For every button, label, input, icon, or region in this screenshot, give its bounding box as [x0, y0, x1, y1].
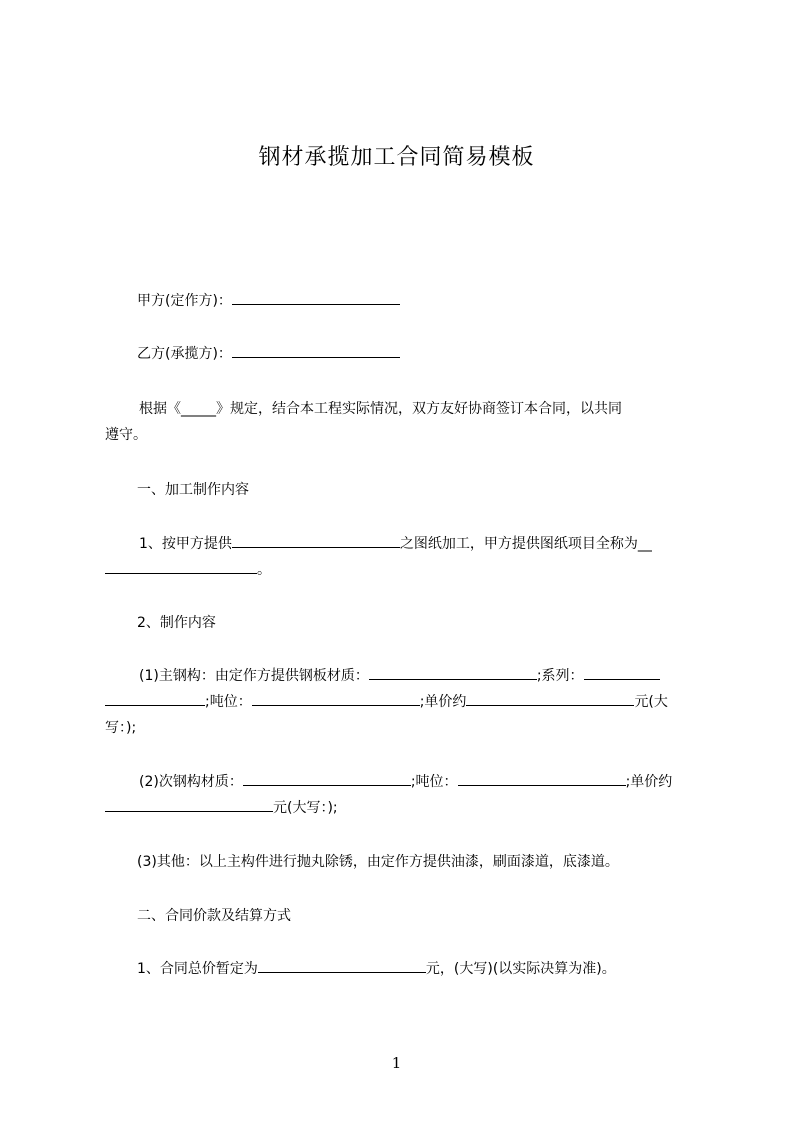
unit-price-label-2: ;单价约	[625, 774, 673, 790]
price-suffix: 元，(大写)(以实际决算为准)。	[425, 961, 616, 977]
party-b-blank[interactable]	[232, 342, 400, 358]
unit-price-blank-2[interactable]	[105, 796, 273, 812]
secondary-steel-line-1	[139, 769, 739, 795]
secondary-steel-prefix: (2)次钢构材质：	[139, 774, 243, 790]
price-prefix: 1、合同总价暂定为	[137, 961, 258, 977]
item1-mid: 之图纸加工，甲方提供图纸项目全称为__	[399, 536, 652, 552]
tonnage-label-2: ;吨位：	[410, 774, 458, 790]
item1-line-2	[105, 557, 705, 583]
intro-line1-rest: 》规定，结合本工程实际情况，双方友好协商签订本合同，以共同	[216, 401, 622, 417]
series-blank[interactable]	[584, 664, 660, 680]
page-number: 1	[391, 1054, 402, 1072]
series-blank-cont[interactable]	[105, 690, 205, 706]
yuan-suffix: 元(大	[634, 694, 668, 710]
intro-prefix: 根据《	[139, 401, 181, 417]
main-steel-line-1	[139, 663, 739, 689]
tonnage-blank[interactable]	[252, 690, 420, 706]
party-a-blank[interactable]	[232, 289, 400, 305]
secondary-steel-line-2	[105, 795, 705, 821]
item1-drawing-blank[interactable]	[232, 532, 400, 548]
intro-line-1	[139, 396, 739, 422]
item1-project-blank[interactable]	[105, 558, 257, 574]
intro-line-2: 遵守。	[105, 427, 147, 443]
main-steel-line-3: 写：);	[105, 720, 137, 736]
secondary-material-blank[interactable]	[243, 770, 411, 786]
main-steel-prefix: (1)主钢构：由定作方提供钢板材质：	[139, 668, 369, 684]
party-a-line	[137, 288, 737, 314]
intro-law-blank: _____	[181, 401, 216, 417]
item2-heading: 2、制作内容	[137, 615, 216, 631]
item1-line-1	[139, 531, 739, 557]
unit-price-blank[interactable]	[466, 690, 634, 706]
unit-price-label: ;单价约	[419, 694, 467, 710]
party-a-label: 甲方(定作方)：	[137, 293, 232, 309]
price-blank[interactable]	[258, 957, 426, 973]
party-b-line	[137, 341, 737, 367]
item1-prefix: 1、按甲方提供	[139, 536, 232, 552]
tonnage-blank-2[interactable]	[458, 770, 626, 786]
item1-end: 。	[257, 562, 271, 578]
section2-heading: 二、合同价款及结算方式	[137, 908, 291, 924]
document-title: 钢材承揽加工合同简易模板	[258, 145, 535, 170]
tonnage-label: ;吨位：	[205, 694, 252, 710]
party-b-label: 乙方(承揽方)：	[137, 346, 232, 362]
yuan-daxie-end: 元(大写：);	[273, 800, 338, 816]
contract-price-line	[137, 956, 737, 982]
series-label: ;系列：	[536, 668, 584, 684]
main-steel-line-2	[105, 689, 705, 715]
other-line: (3)其他：以上主构件进行抛丸除锈，由定作方提供油漆，刷面漆道，底漆道。	[137, 854, 619, 870]
section1-heading: 一、加工制作内容	[137, 482, 249, 498]
main-steel-material-blank[interactable]	[369, 664, 537, 680]
